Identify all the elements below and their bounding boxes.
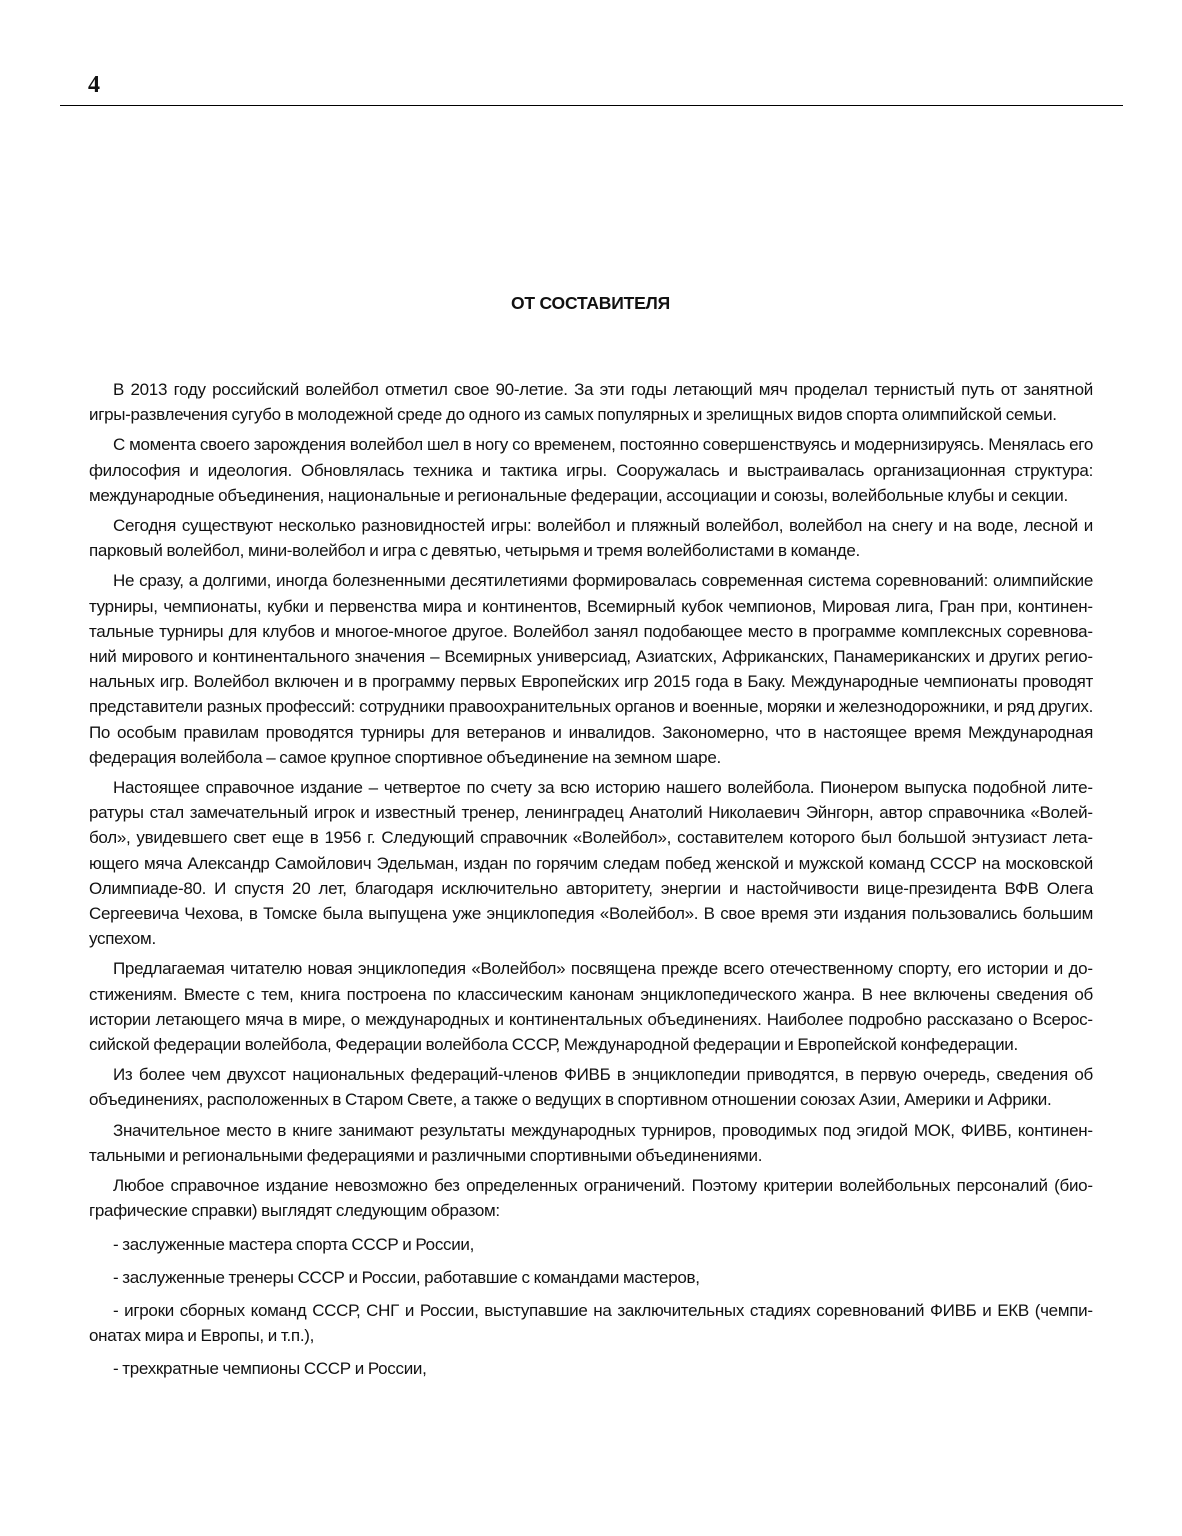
section-title: ОТ СОСТАВИТЕЛЯ — [510, 293, 671, 313]
paragraph-encyclopedia: Предлагаемая читателю новая энциклопедия «Волейбол» посвящена прежде всего отечественному спорту, его истории и достижениям. Вместе с тем, книга построена по классическим канонам энциклопедического жанра. В нее включены сведения об истории летающего мяча в мире, о международных и континентальных объединениях. Наиболее подробно рассказано о Всероссийской федерации волейбола, Федерации волейбола СССР, Международной федерации и Европейской конфедерации. — [89, 959, 1093, 1055]
paragraph-intro: В 2013 году российский волейбол отметил свое 90-летие. За эти годы летающий мяч проделал тернистый путь от занятной игры-развлечения сугубо в молодежной среде до одного из самых популярных и зрелищных видов спорта олимпийской семьи. — [89, 380, 1093, 425]
page-number: 4 — [88, 72, 100, 98]
paragraph-development: С момента своего зарождения волейбол шел в ногу со временем, постоянно совершенствуясь и модернизируясь. Менялась его философия и идеология. Обновлялась техника и тактика игры. Сооружалась и выстраивалась организационная структура: международные объединения, национальные и региональные федерации, ассоциации и союзы, волейбольные клубы и секции. — [89, 435, 1093, 505]
criteria-list-item: - трехкратные чемпионы СССР и России, — [113, 1359, 427, 1379]
paragraph-criteria-intro: Любое справочное издание невозможно без определенных ограничений. Поэтому критерии волейбольных персоналий (биографические справки) выглядят следующим образом: — [89, 1176, 1093, 1221]
paragraph-results: Значительное место в книге занимают результаты международных турниров, проводимых под эгидой МОК, ФИВБ, континентальными и региональными федерациями и различными спортивными объединениями. — [89, 1120, 1093, 1165]
criteria-list-item: - игроки сборных команд СССР, СНГ и России, выступавшие на заключительных стадиях соревнований ФИВБ и ЕКВ (чемпионатах мира и Европы, и т.п.), — [89, 1300, 1093, 1346]
body-text — [89, 377, 1093, 1390]
criteria-list-item: - заслуженные тренеры СССР и России, работавшие с командами мастеров, — [113, 1267, 700, 1287]
criteria-list-item: - заслуженные мастера спорта СССР и России, — [113, 1234, 475, 1254]
header-rule — [60, 105, 1123, 106]
paragraph-varieties: Сегодня существуют несколько разновидностей игры: волейбол и пляжный волейбол, волейбол на снегу и на воде, лесной и парковый волейбол, мини-волейбол и игра с девятью, четырьмя и тремя волейболистами в команде. — [89, 516, 1093, 561]
paragraph-federations: Из более чем двухсот национальных федераций-членов ФИВБ в энциклопедии приводятся, в первую очередь, сведения об объединениях, расположенных в Старом Свете, а также о ведущих в спортивном отношении союзах Азии, Америки и Африки. — [89, 1065, 1093, 1110]
paragraph-competitions: Не сразу, а долгими, иногда болезненными десятилетиями формировалась современная система соревнований: олимпийские турниры, чемпионаты, кубки и первенства мира и континентов, Всемирный кубок чемпионов, Мировая лига, Гран при, континентальные турниры для клубов и многое-многое другое. Волейбол занял подобающее место в программе комплексных соревнований мирового и континентального значения – Всемирных универсиад, Азиатских, Африканских, Панамериканских и других региональных игр. Волейбол включен и в программу первых Европейских игр 2015 года в Баку. Международные чемпионаты проводят представители разных профессий: сотрудники правоохранительных органов и военные, моряки и железнодорожники, и ряд других. По особым правилам проводятся турниры для ветеранов и инвалидов. Закономерно, что в настоящее время Международная федерация волейбола – самое крупное спортивное объединение на земном шаре. — [89, 571, 1093, 767]
paragraph-previous-editions: Настоящее справочное издание – четвертое по счету за всю историю нашего волейбола. Пионером выпуска подобной литературы стал замечательный игрок и известный тренер, ленинградец Анатолий Николаевич Эйнгорн, автор справочника «Волейбол», увидевшего свет еще в 1956 г. Следующий справочник «Волейбол», составителем которого был большой энтузиаст летающего мяча Александр Самойлович Эдельман, издан по горячим следам побед женской и мужской команд СССР на московской Олимпиаде-80. И спустя 20 лет, благодаря исключительно авторитету, энергии и настойчивости вице-президента ВФВ Олега Сергеевича Чехова, в Томске была выпущена уже энциклопедия «Волейбол». В свое время эти издания пользовались большим успехом. — [89, 778, 1093, 949]
